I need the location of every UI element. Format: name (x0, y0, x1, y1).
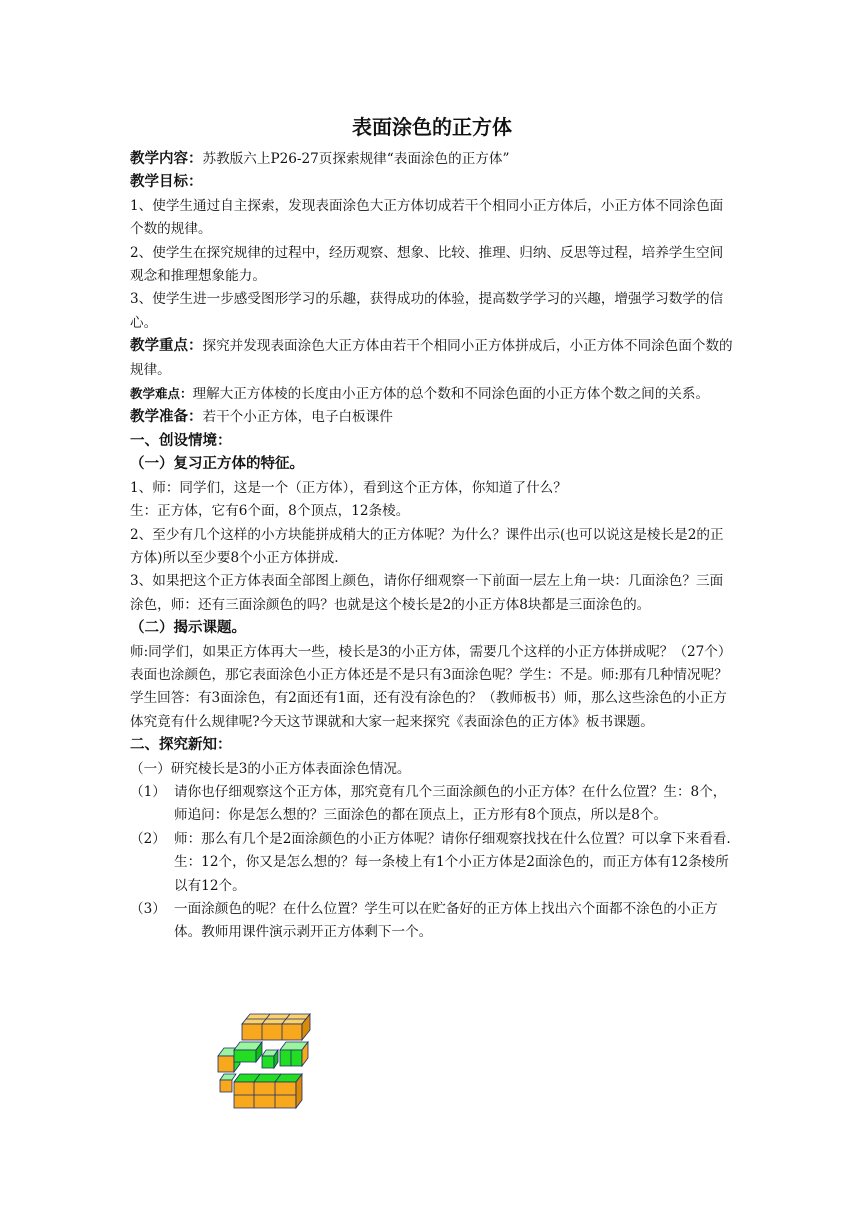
difficulty-text: 理解大正方体棱的长度由小正方体的总个数和不同涂色面的小正方体个数之间的关系。 (192, 386, 710, 403)
list-item (130, 781, 734, 828)
key-label: 教学重点： (130, 338, 203, 355)
list-item-number: （2） (130, 830, 166, 847)
paragraph-1: 1、师：同学们，这是一个（正方体），看到这个正方体，你知道了什么？ (130, 479, 567, 496)
bottom-layer-cubes (220, 1074, 302, 1108)
list-item (130, 828, 734, 898)
prep-line (130, 406, 734, 429)
content-text: 苏教版六上P26-27页探索规律“表面涂色的正方体” (202, 151, 510, 167)
goal-1: 1、使学生通过自主探索，发现表面涂色大正方体切成若干个相同小正方体后，小正方体不同涂色面个数的规律。 (130, 197, 724, 238)
difficulty-line (130, 382, 734, 406)
goal-3: 3、使学生进一步感受图形学习的乐趣，获得成功的体验，提高数学学习的兴趣，增强学习数学的信心。 (130, 291, 724, 331)
subsection-1-heading: （一）复习正方体的特征。 (130, 456, 304, 473)
difficulty-label: 教学难点： (130, 386, 193, 402)
middle-layer-cubes (218, 1042, 308, 1072)
content-line (130, 148, 734, 171)
list-item-text: 请你也仔细观察这个正方体，那究竟有几个三面涂颜色的小正方体？在什么位置？生：8个，师追问：你是怎么想的？三面涂色的都在顶点上，正方形有8个顶点，所以是8个。 (174, 783, 727, 824)
list-item-number: （3） (130, 901, 166, 917)
document-title: 表面涂色的正方体 (352, 115, 512, 139)
paragraph-4: 3、如果把这个正方体表面全部图上颜色，请你仔细观察一下前面一层左上角一块：几面涂色？三面涂色，师：还有三面涂颜色的吗？也就是这个棱长是2的小正方体8块都是三面涂色的。 (130, 573, 724, 613)
key-text: 探究并发现表面涂色大正方体由若干个相同小正方体拼成后，小正方体不同涂色面个数的规律。 (130, 338, 733, 378)
content-label: 教学内容： (130, 151, 203, 167)
list-item-text: 一面涂颜色的呢？在什么位置？学生可以在贮备好的正方体上找出六个面都不涂色的小正方体。教师用课件演示剥开正方体剩下一个。 (174, 901, 718, 941)
list-item-text: 师：那么有几个是2面涂颜色的小正方体呢？请你仔细观察找找在什么位置？可以拿下来看看.生：12个，你又是怎么想的？每一条棱上有1个小正方体是2面涂色的，而正方体有12条棱所以有12个。 (174, 830, 731, 894)
prep-label: 教学准备： (130, 409, 203, 426)
list-item (130, 898, 734, 945)
section-2-heading: 二、探究新知： (130, 737, 232, 754)
list-item-number: （1） (130, 783, 166, 800)
paragraph-3: 2、至少有几个这样的小方块能拼成稍大的正方体呢？为什么？课件出示(也可以说这是棱长是2的正方体)所以至少要8个小正方体拼成. (130, 526, 724, 566)
exploded-cube-illustration (210, 1010, 330, 1114)
document-body (130, 112, 734, 945)
prep-text: 若干个小正方体，电子白板课件 (202, 409, 393, 426)
key-line (130, 335, 734, 382)
goal-2: 2、使学生在探究规律的过程中，经历观察、想象、比较、推理、归纳、反思等过程，培养学生空间观念和推理想象能力。 (130, 244, 724, 285)
section-1-heading: 一、创设情境： (130, 432, 232, 449)
paragraph-2: 生：正方体，它有6个面，8个顶点，12条棱。 (130, 503, 410, 520)
subsection-2-heading: （二）揭示课题。 (130, 620, 246, 637)
top-layer-cubes (242, 1014, 310, 1040)
paragraph-5: 师:同学们，如果正方体再大一些，棱长是3的小正方体，需要几个这样的小正方体拼成呢？（27个）表面也涂颜色，那它表面涂色小正方体还是不是只有3面涂色呢？学生：不是。师:那有几种情况呢？学生回答：有3面涂色，有2面还有1面，还有没有涂色的？（教师板书）师，那么这些涂色的小正方体究竟有什么规律呢?今天这节课就和大家一起来探究《表面涂色的正方体》板书课题。 (130, 643, 732, 730)
subsection-3-heading: （一）研究棱长是3的小正方体表面涂色情况。 (130, 760, 411, 777)
goals-label: 教学目标： (130, 174, 203, 191)
